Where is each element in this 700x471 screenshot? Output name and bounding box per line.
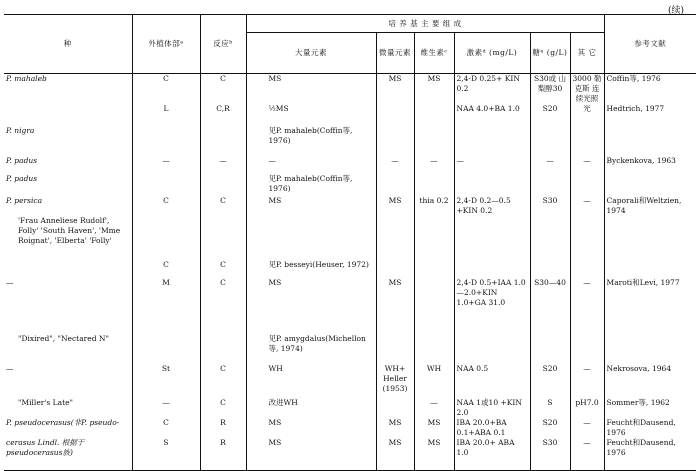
sugar-cell — [530, 260, 570, 278]
macro-cell: MS — [246, 438, 376, 470]
hormones-cell: IBA 20.0+ ABA 1.0 — [454, 438, 530, 470]
sugar-cell: S30—40 — [530, 278, 570, 334]
other-cell: — — [570, 364, 604, 398]
table-row — [4, 174, 696, 196]
vitamins-cell — [414, 126, 454, 156]
species-cell: P. mahaleb — [4, 74, 132, 105]
refs-cell — [604, 260, 696, 278]
reaction-cell: C — [200, 278, 246, 334]
species-cell: — — [4, 278, 132, 334]
macro-cell: 见P. amygdalus(Michellon 等, 1974) — [246, 334, 376, 364]
vitamins-cell — [414, 334, 454, 364]
explant-cell — [132, 126, 200, 156]
reaction-cell: R — [200, 418, 246, 438]
hormones-cell: NAA 0.5 — [454, 364, 530, 398]
macro-cell: MS — [246, 278, 376, 334]
table-row — [4, 438, 696, 470]
sugar-cell — [530, 174, 570, 196]
table-row — [4, 278, 696, 334]
reaction-header: 反应ᵇ — [200, 15, 246, 74]
vitamins-cell: MS — [414, 74, 454, 105]
explant-cell — [132, 216, 200, 260]
macro-cell: MS — [246, 74, 376, 105]
vitamins-cell: — — [414, 398, 454, 418]
reaction-cell — [200, 334, 246, 364]
other-cell: — — [570, 278, 604, 334]
sugar-cell — [530, 334, 570, 364]
species-cell: P. pseudocerasus(非P. pseudo- — [4, 418, 132, 438]
reaction-cell: C — [200, 260, 246, 278]
species-cell — [4, 104, 132, 126]
hormones-cell: 2,4-D 0.25+ KIN 0.2 — [454, 74, 530, 105]
vitamins-cell — [414, 104, 454, 126]
vitamins-cell — [414, 278, 454, 334]
vitamins-cell: MS — [414, 418, 454, 438]
vitamins-cell — [414, 216, 454, 260]
micro-cell — [376, 216, 414, 260]
reaction-cell — [200, 126, 246, 156]
other-cell — [570, 260, 604, 278]
explant-header: 外植体部ᵃ — [132, 15, 200, 74]
explant-cell: C — [132, 260, 200, 278]
medium-group-header: 培 养 基 主 要 组 成 — [246, 15, 604, 33]
explant-cell — [132, 334, 200, 364]
vitamins-cell — [414, 174, 454, 196]
micro-cell: MS — [376, 438, 414, 470]
continued-label: (续) — [667, 6, 684, 16]
other-cell: pH7.0 — [570, 398, 604, 418]
species-cell: P. padus — [4, 174, 132, 196]
table-row — [4, 126, 696, 156]
micro-cell — [376, 260, 414, 278]
vitamins-cell: WH — [414, 364, 454, 398]
refs-cell — [604, 174, 696, 196]
other-cell: 光 — [570, 104, 604, 126]
reaction-cell: C — [200, 364, 246, 398]
hormones-cell: — — [454, 156, 530, 174]
hormones-cell: 2,4-D 0.2—0.5 +KIN 0.2 — [454, 196, 530, 216]
refs-cell: Byckenkova, 1963 — [606, 156, 676, 165]
species-cell: P. padus — [4, 156, 132, 174]
species-cell: 'Frau Anneliese Rudolf', Folly' 'South Haven', 'Mme Roignat', 'Elberta' 'Folly' — [4, 216, 132, 260]
other-cell — [570, 216, 604, 260]
species-cell — [4, 260, 132, 278]
explant-cell: L — [132, 104, 200, 126]
hormones-cell: NAA 4.0+BA 1.0 — [454, 104, 530, 126]
micro-cell — [376, 398, 414, 418]
table-row — [4, 196, 696, 216]
micro-cell: WH+ Heller (1953) — [376, 364, 414, 398]
species-cell: cerasus Lindl. 根据于 pseudocerasus族) — [4, 438, 132, 470]
reaction-cell: C — [200, 196, 246, 216]
reaction-cell: R — [200, 438, 246, 470]
refs-cell: Maroti和Levi, 1977 — [606, 278, 680, 287]
micro-cell: MS — [376, 418, 414, 438]
refs-cell: Hedtrich, 1977 — [606, 104, 665, 113]
other-cell — [570, 126, 604, 156]
species-cell: "Miller's Late" — [4, 398, 132, 418]
explant-cell: M — [132, 278, 200, 334]
species-header: 种 — [4, 15, 132, 74]
micro-cell — [376, 334, 414, 364]
refs-cell — [604, 126, 696, 156]
species-cell: — — [4, 364, 132, 398]
refs-cell: Caporali和Weltzien, 1974 — [606, 196, 682, 215]
refs-cell: Nekrosova, 1964 — [606, 364, 672, 373]
other-header: 其 它 — [570, 33, 604, 74]
macro-cell: 见P. besseyi(Heuser, 1972) — [246, 260, 376, 278]
species-cell: P. persica — [4, 196, 132, 216]
reaction-cell: — — [200, 156, 246, 174]
species-cell: "Dixired", "Nectared N" — [4, 334, 132, 364]
micro-cell — [376, 126, 414, 156]
table-row — [4, 104, 696, 126]
sugar-cell: S20 — [530, 104, 570, 126]
other-cell: — — [570, 418, 604, 438]
reaction-cell: C — [200, 398, 246, 418]
sugar-cell: S — [530, 398, 570, 418]
explant-cell: St — [132, 364, 200, 398]
sugar-cell — [530, 126, 570, 156]
micro-cell — [376, 174, 414, 196]
micro-cell: MS — [376, 196, 414, 216]
macro-cell: ½MS — [246, 104, 376, 126]
vitamins-cell: — — [414, 156, 454, 174]
other-cell: — — [570, 438, 604, 470]
micro-header: 微量元素 — [376, 33, 414, 74]
refs-cell — [604, 216, 696, 260]
vitamins-cell: thia 0.2 — [414, 196, 454, 216]
table-row — [4, 334, 696, 364]
micro-cell: MS — [376, 278, 414, 334]
hormones-cell — [454, 260, 530, 278]
micro-cell: MS — [376, 74, 414, 105]
refs-cell: Feucht和Dausend, 1976 — [606, 418, 676, 437]
vitamins-cell: MS — [414, 438, 454, 470]
macro-cell: 见P. mahaleb(Coffin等, 1976) — [246, 126, 376, 156]
refs-cell: Sommer等, 1962 — [606, 398, 670, 407]
macro-cell — [246, 216, 376, 260]
macro-header: 大量元素 — [246, 33, 376, 74]
explant-cell: C — [132, 196, 200, 216]
refs-cell: Feucht和Dausend, 1976 — [604, 438, 696, 470]
explant-cell: C — [132, 74, 200, 105]
table-row — [4, 260, 696, 278]
table-row — [4, 156, 696, 174]
table-row — [4, 216, 696, 260]
table-row — [4, 398, 696, 418]
explant-cell: S — [132, 438, 200, 470]
hormones-cell: NAA 1或10 +KIN 2.0 — [454, 398, 530, 418]
refs-cell: Coffin等, 1976 — [606, 74, 661, 83]
macro-cell: — — [246, 156, 376, 174]
vitamins-cell — [414, 260, 454, 278]
sugar-cell: S20 — [530, 418, 570, 438]
sugar-cell: S20 — [530, 364, 570, 398]
explant-cell: — — [132, 398, 200, 418]
refs-cell — [604, 334, 696, 364]
other-cell — [570, 334, 604, 364]
explant-cell: — — [132, 156, 200, 174]
explant-cell: C — [132, 418, 200, 438]
hormones-cell — [454, 126, 530, 156]
explant-cell — [132, 174, 200, 196]
table-row — [4, 418, 696, 438]
macro-cell: MS — [246, 196, 376, 216]
table-row — [4, 364, 696, 398]
table-row — [4, 74, 696, 105]
reaction-cell — [200, 216, 246, 260]
macro-cell: WH — [246, 364, 376, 398]
hormones-cell — [454, 174, 530, 196]
sugar-cell: S30 — [530, 438, 570, 470]
hormones-cell: IBA 20.0+BA 0.1+ABA 0.1 — [454, 418, 530, 438]
sugar-cell: — — [530, 156, 570, 174]
macro-cell: 改进WH — [246, 398, 376, 418]
species-cell: P. nigra — [4, 126, 132, 156]
other-cell: — — [570, 196, 604, 216]
hormones-cell — [454, 216, 530, 260]
hormones-cell: 2,4-D 0.5+IAA 1.0—2.0+KIN 1.0+GA 31.0 — [454, 278, 530, 334]
vitamins-header: 维生素ᶜ — [414, 33, 454, 74]
sugar-cell — [530, 216, 570, 260]
hormones-cell — [454, 334, 530, 364]
culture-medium-table — [4, 14, 696, 471]
reaction-cell — [200, 174, 246, 196]
sugar-header: 糖ᵉ (g/L) — [530, 33, 570, 74]
reaction-cell: C,R — [200, 104, 246, 126]
other-cell — [570, 174, 604, 196]
reaction-cell: C — [200, 74, 246, 105]
other-cell: — — [570, 156, 604, 174]
macro-cell: MS — [246, 418, 376, 438]
other-cell: 3000 勒克斯 连续光照 — [570, 74, 604, 105]
micro-cell — [376, 104, 414, 126]
macro-cell: 见P. mahaleb(Coffin等, 1976) — [246, 174, 376, 196]
micro-cell: — — [376, 156, 414, 174]
refs-header: 参考文献 — [604, 15, 696, 74]
sugar-cell: S30 — [530, 196, 570, 216]
hormones-header: 激素ᵈ (mg/L) — [454, 33, 530, 74]
sugar-cell: S30或 山梨醇30 — [530, 74, 570, 105]
